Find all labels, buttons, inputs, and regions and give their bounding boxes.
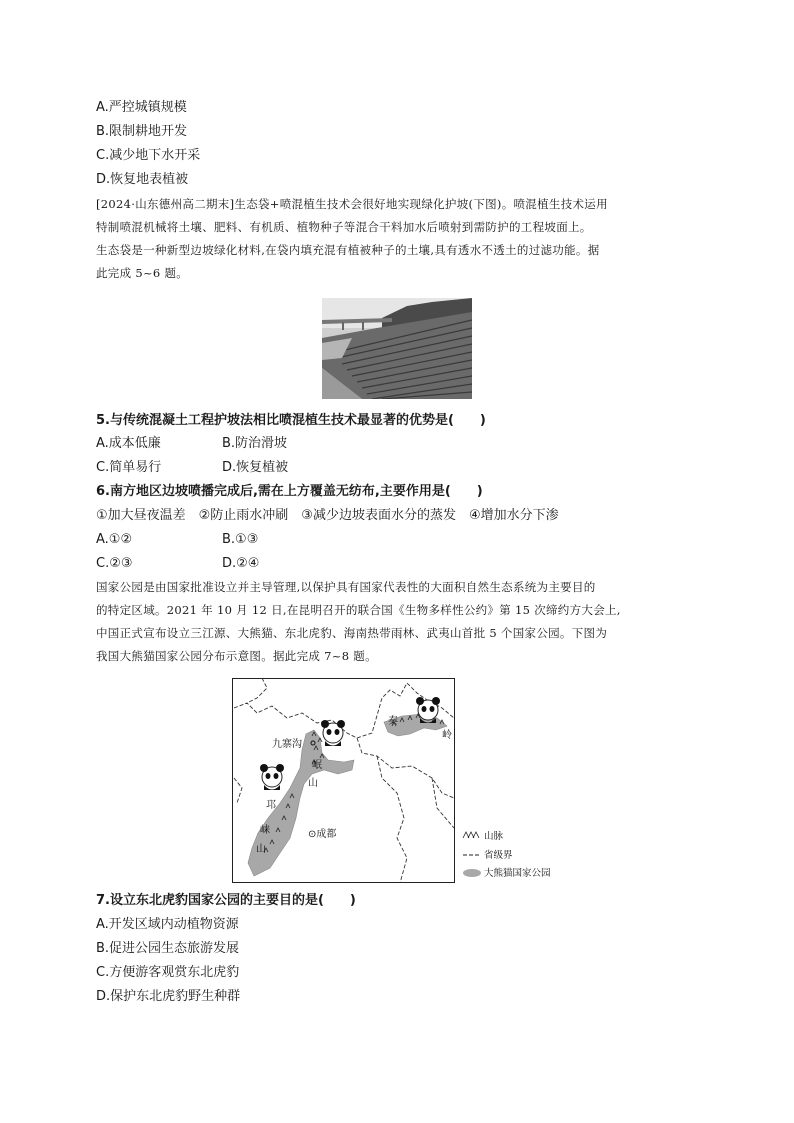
option-c: C.减少地下水开采 [96, 148, 201, 163]
question-6-options-row2 [96, 555, 259, 573]
option-b: B.限制耕地开发 [96, 124, 188, 139]
q7-option-a: A.开发区域内动植物资源 [96, 917, 239, 932]
q7-option-d: D.保护东北虎豹野生种群 [96, 989, 241, 1004]
q6-option-b: B.①③ [222, 532, 259, 547]
label-shan2: 山 [256, 844, 266, 855]
question-6-stem: 6.南方地区边坡喷播完成后,需在上方覆盖无纺布,主要作用是( ) [96, 484, 483, 499]
passage-line: 的特定区域。2021 年 10 月 12 日,在昆明召开的联合国《生物多样性公约》第 15 次缔约方大会上, [96, 603, 621, 617]
q7-option-b: B.促进公园生态旅游发展 [96, 941, 240, 956]
passage-line: 此完成 5~6 题。 [96, 266, 189, 280]
question-6-options-row1 [96, 531, 258, 549]
passage-line: 特制喷混机械将土壤、肥料、有机质、植物种子等混合干料加水后喷射到需防护的工程坡面上。 [96, 220, 592, 234]
q6-option-c: C.②③ [96, 556, 133, 571]
label-qiong: 邛 [266, 800, 276, 811]
question-5-options-row2 [96, 459, 288, 477]
passage-line: 生态袋是一种新型边坡绿化材料,在袋内填充混有植被种子的土壤,具有透水不透土的过滤功能。据 [96, 243, 600, 257]
q6-option-a: A.①② [96, 532, 133, 547]
question-7-stem: 7.设立东北虎豹国家公园的主要目的是( ) [96, 893, 356, 908]
mountain-legend-icon [463, 832, 479, 838]
passage-line: 国家公园是由国家批准设立并主导管理,以保护具有国家代表性的大面积自然生态系统为主要目的 [96, 580, 596, 594]
label-chengdu: ⊙成都 [308, 829, 337, 840]
passage-line: [2024·山东德州高二期末]生态袋+喷混植生技术会很好地实现绿化护坡(下图)。喷混植生技术运用 [96, 197, 608, 211]
question-5-options-row1 [96, 435, 287, 453]
legend-mountain: 山脉 [484, 831, 504, 842]
passage-line: 中国正式宣布设立三江源、大熊猫、东北虎豹、海南热带雨林、武夷山首批 5 个国家公园。下图为 [96, 626, 608, 640]
question-5-stem: 5.与传统混凝土工程护坡法相比喷混植生技术最显著的优势是( ) [96, 413, 486, 428]
q5-option-d: D.恢复植被 [222, 460, 289, 475]
label-shan1: 山 [308, 778, 318, 789]
q6-option-d: D.②④ [222, 556, 260, 571]
q7-option-c: C.方便游客观赏东北虎豹 [96, 965, 240, 980]
option-a: A.严控城镇规模 [96, 100, 187, 115]
option-d: D.恢复地表植被 [96, 172, 189, 187]
q5-option-a: A.成本低廉 [96, 436, 161, 451]
passage-national-park [96, 576, 696, 668]
label-min: 岷 [312, 760, 322, 771]
park-legend-icon [463, 869, 481, 877]
legend-border: 省级界 [484, 850, 513, 861]
passage-eco-bag [96, 193, 696, 285]
question-6-choices: ①加大昼夜温差 ②防止雨水冲刷 ③减少边坡表面水分的蒸发 ④增加水分下渗 [96, 508, 559, 523]
panda-park-map [232, 678, 562, 883]
map-legend [463, 830, 551, 879]
q5-option-b: B.防治滑坡 [222, 436, 288, 451]
passage-line: 我国大熊猫国家公园分布示意图。据此完成 7~8 题。 [96, 649, 377, 663]
q5-option-c: C.简单易行 [96, 460, 162, 475]
label-jiuzhaigou: 九寨沟 [272, 739, 302, 750]
legend-park: 大熊猫国家公园 [484, 868, 551, 879]
label-qin: 秦 [388, 716, 398, 727]
label-ling: 岭 [442, 730, 452, 741]
label-lai: 崃 [260, 825, 270, 836]
slope-photo [322, 298, 472, 399]
